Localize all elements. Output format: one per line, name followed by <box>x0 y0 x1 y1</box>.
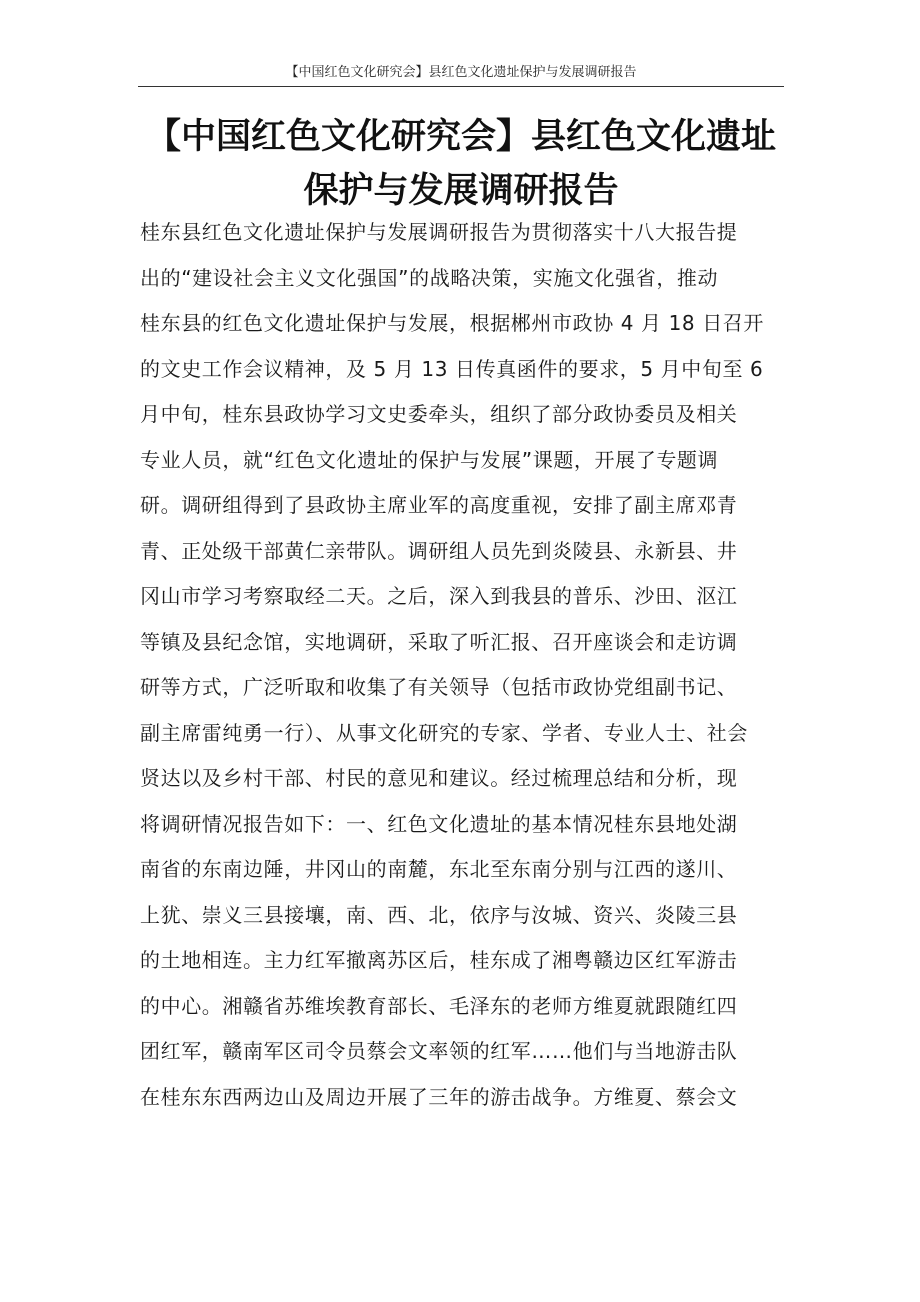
document-title <box>130 110 792 218</box>
body-line: 等镇及县纪念馆，实地调研，采取了听汇报、召开座谈会和走访调 <box>140 629 738 654</box>
body-line: 团红军，赣南军区司令员蔡会文率领的红军……他们与当地游击队 <box>140 1039 738 1063</box>
body-line: 研。调研组得到了县政协主席业军的高度重视，安排了副主席邓青 <box>140 493 738 517</box>
body-line: 在桂东东西两边山及周边开展了三年的游击战争。方维夏、蔡会文 <box>140 1084 738 1109</box>
body-line: 月中旬，桂东县政协学习文史委牵头，组织了部分政协委员及相关 <box>140 402 738 426</box>
body-line: 青、正处级干部黄仁亲带队。调研组人员先到炎陵县、永新县、井 <box>140 538 738 563</box>
body-line: 贤达以及乡村干部、村民的意见和建议。经过梳理总结和分析，现 <box>140 766 738 790</box>
body-line: 冈山市学习考察取经二天。之后，深入到我县的普乐、沙田、沤江 <box>140 584 738 608</box>
header-divider <box>138 86 784 87</box>
body-line: 桂东县的红色文化遗址保护与发展，根据郴州市政协 4 月 18 日召开 <box>140 311 765 335</box>
body-line: 出的“建设社会主义文化强国”的战略决策，实施文化强省，推动 <box>140 265 719 290</box>
document-title-line-2: 保护与发展调研报告 <box>303 171 619 211</box>
body-line: 研等方式，广泛听取和收集了有关领导（包括市政协党组副书记、 <box>140 675 738 699</box>
body-line: 的土地相连。主力红军撤离苏区后，桂东成了湘粤赣边区红军游击 <box>140 948 738 972</box>
body-line: 专业人员，就“红色文化遗址的保护与发展”课题，开展了专题调 <box>140 447 719 472</box>
running-header: 【中国红色文化研究会】县红色文化遗址保护与发展调研报告 <box>285 65 637 80</box>
body-paragraph <box>140 210 780 1120</box>
body-line: 的中心。湘赣省苏维埃教育部长、毛泽东的老师方维夏就跟随红四 <box>140 993 738 1018</box>
document-title-line-1: 【中国红色文化研究会】县红色文化遗址 <box>145 117 776 157</box>
body-line: 的文史工作会议精神，及 5 月 13 日传真函件的要求，5 月中旬至 6 <box>140 356 764 381</box>
body-line: 上犹、崇义三县接壤，南、西、北，依序与汝城、资兴、炎陵三县 <box>140 902 738 927</box>
body-line: 副主席雷纯勇一行）、从事文化研究的专家、学者、专业人士、社会 <box>140 720 748 745</box>
body-line: 将调研情况报告如下：一、红色文化遗址的基本情况桂东县地处湖 <box>140 811 738 836</box>
body-line: 桂东县红色文化遗址保护与发展调研报告为贯彻落实十八大报告提 <box>140 220 738 244</box>
body-line: 南省的东南边陲，井冈山的南麓，东北至东南分别与江西的遂川、 <box>140 857 738 881</box>
